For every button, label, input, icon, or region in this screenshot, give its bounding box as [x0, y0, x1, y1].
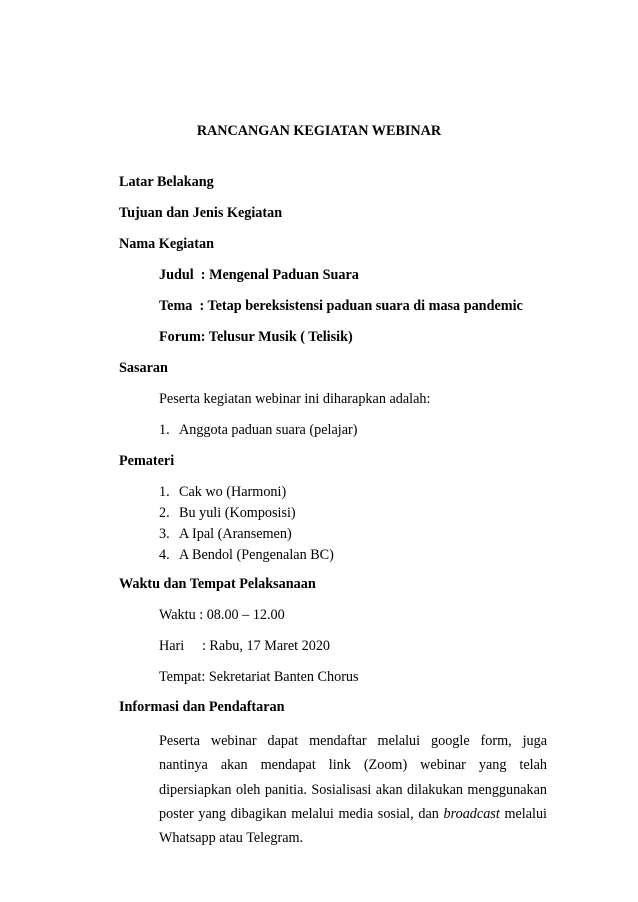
heading-sasaran: Sasaran	[119, 360, 168, 376]
heading-waktu-tempat: Waktu dan Tempat Pelaksanaan	[119, 576, 316, 592]
tempat-line: Tempat: Sekretariat Banten Chorus	[159, 669, 359, 685]
heading-latar-belakang: Latar Belakang	[119, 174, 214, 190]
list-text: Bu yuli (Komposisi)	[179, 505, 296, 521]
list-text: A Bendol (Pengenalan BC)	[179, 547, 334, 563]
document-title: RANCANGAN KEGIATAN WEBINAR	[196, 123, 442, 139]
informasi-paragraph	[159, 729, 547, 850]
waktu-line: Waktu : 08.00 – 12.00	[159, 607, 285, 623]
paragraph-text: Peserta webinar dapat mendaftar melalui google form, juga nantinya akan mendapat link (Zoom) webinar yang telah dipersiapkan oleh panitia. Sosialisasi akan dilakukan menggunakan poster yang dibagikan melalui media sosial, dan	[159, 733, 547, 822]
list-number: 1.	[159, 484, 170, 500]
hari-line: Hari : Rabu, 17 Maret 2020	[159, 638, 331, 654]
list-number: 3.	[159, 526, 170, 542]
tema-line: Tema : Tetap bereksistensi paduan suara di masa pandemic	[159, 298, 523, 314]
heading-tujuan: Tujuan dan Jenis Kegiatan	[119, 205, 283, 221]
paragraph-text-end: melalui Whatsapp atau Telegram.	[159, 805, 547, 847]
list-number: 4.	[159, 547, 170, 563]
list-text: A Ipal (Aransemen)	[179, 526, 292, 542]
heading-nama-kegiatan: Nama Kegiatan	[119, 236, 214, 252]
list-text: Cak wo (Harmoni)	[179, 484, 287, 500]
heading-pemateri: Pemateri	[119, 453, 175, 469]
list-number: 1.	[159, 422, 170, 438]
list-number: 2.	[159, 505, 170, 521]
forum-line: Forum: Telusur Musik ( Telisik)	[159, 329, 353, 345]
heading-informasi: Informasi dan Pendaftaran	[119, 699, 285, 715]
list-text: Anggota paduan suara (pelajar)	[179, 422, 358, 438]
sasaran-intro: Peserta kegiatan webinar ini diharapkan adalah:	[159, 391, 431, 407]
paragraph-italic-text: broadcast	[443, 805, 500, 822]
judul-line: Judul : Mengenal Paduan Suara	[159, 267, 359, 283]
